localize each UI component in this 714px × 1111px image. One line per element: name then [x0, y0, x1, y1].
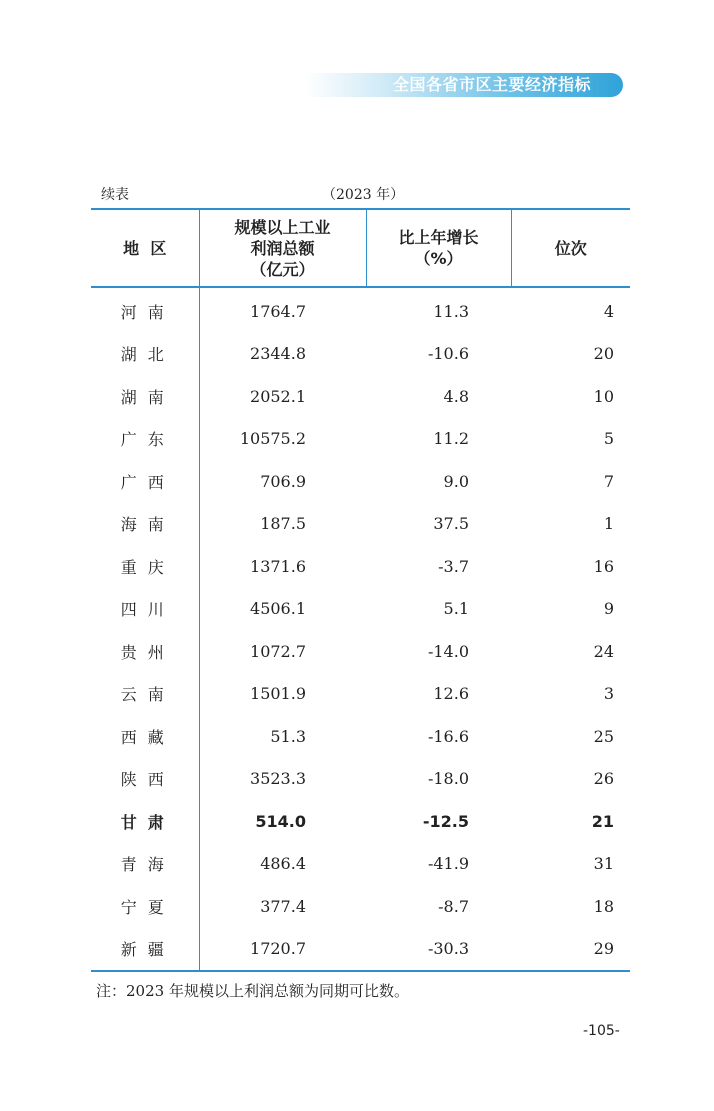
- region-cell: 广西: [91, 460, 199, 503]
- header-growth-line1: 比上年增长: [398, 228, 479, 247]
- profit-cell: 51.3: [270, 726, 306, 746]
- region-cell: 云南: [91, 673, 199, 716]
- region-cell: 湖南: [91, 375, 199, 418]
- table-row: [91, 673, 630, 716]
- growth-cell: -41.9: [427, 854, 469, 874]
- growth-cell: 11.2: [433, 429, 469, 449]
- table-row: [91, 460, 630, 503]
- header-growth: [366, 209, 511, 287]
- rank-cell: 29: [511, 928, 630, 972]
- growth-cell: -8.7: [438, 896, 469, 916]
- rank-cell: 16: [593, 556, 614, 576]
- profit-cell: 1720.7: [199, 928, 366, 972]
- table-row: [91, 928, 630, 972]
- profit-cell: 1371.6: [250, 556, 306, 576]
- growth-cell: -14.0: [427, 641, 469, 661]
- profit-cell: 2052.1: [250, 386, 306, 406]
- region-cell: 湖北: [91, 333, 199, 376]
- profit-cell: 10575.2: [239, 429, 306, 449]
- profit-cell: 486.4: [260, 854, 306, 874]
- economic-indicator-table: [91, 208, 630, 972]
- table-row: [91, 418, 630, 461]
- growth-cell: 37.5: [433, 514, 469, 534]
- growth-cell: 5.1: [443, 599, 469, 619]
- rank-cell: 21: [591, 811, 614, 831]
- table-row: [91, 287, 630, 333]
- region-cell: 新疆: [91, 928, 199, 972]
- table-row: [91, 885, 630, 928]
- region-cell: 青海: [91, 843, 199, 886]
- growth-cell: -18.0: [427, 769, 469, 789]
- continued-label: 续表: [101, 187, 129, 203]
- profit-cell: 4506.1: [250, 599, 306, 619]
- region-cell: 广东: [91, 418, 199, 461]
- region-cell: 四川: [91, 588, 199, 631]
- rank-cell: 31: [593, 854, 614, 874]
- header-profit-line1: 规模以上工业: [234, 217, 331, 237]
- profit-cell: 3523.3: [250, 769, 306, 789]
- table-row-highlighted: [91, 800, 630, 843]
- footnote: 注：2023 年规模以上利润总额为同期可比数。: [96, 982, 409, 1000]
- region-cell: 陕西: [91, 758, 199, 801]
- rank-cell: 9: [603, 599, 614, 619]
- page-number: -105-: [583, 1023, 620, 1039]
- header-rank-label: 位次: [554, 238, 587, 258]
- rank-cell: 18: [593, 896, 614, 916]
- growth-cell: -12.5: [422, 811, 469, 831]
- region-cell: 贵州: [91, 630, 199, 673]
- header-rank: [511, 209, 630, 287]
- header-region: [91, 209, 199, 287]
- rank-cell: 10: [593, 386, 614, 406]
- profit-cell: 377.4: [260, 896, 306, 916]
- profit-cell: 1764.7: [250, 301, 306, 321]
- profit-cell: 1072.7: [250, 641, 306, 661]
- rank-cell: 25: [593, 726, 614, 746]
- header-profit-line3: （亿元）: [250, 259, 315, 279]
- profit-cell: 2344.8: [250, 344, 306, 364]
- profit-cell: 187.5: [260, 514, 306, 534]
- table-row: [91, 843, 630, 886]
- table-row: [91, 333, 630, 376]
- profit-cell: 706.9: [260, 471, 306, 491]
- growth-cell: 12.6: [433, 684, 469, 704]
- header-growth-line2: （%）: [414, 249, 463, 268]
- growth-cell: -16.6: [427, 726, 469, 746]
- rank-cell: 26: [593, 769, 614, 789]
- rank-cell: 3: [603, 684, 614, 704]
- rank-cell: 7: [603, 471, 614, 491]
- table-row: [91, 545, 630, 588]
- profit-cell: 514.0: [255, 811, 306, 831]
- section-title: 全国各省市区主要经济指标: [392, 75, 591, 94]
- region-cell: 宁夏: [91, 885, 199, 928]
- table-header-row: [91, 209, 630, 287]
- header-region-label: 地 区: [123, 238, 167, 258]
- growth-cell: -3.7: [438, 556, 469, 576]
- header-profit-line2: 利润总额: [250, 238, 315, 258]
- header-profit: [199, 209, 366, 287]
- rank-cell: 4: [603, 301, 614, 321]
- section-banner: [305, 73, 623, 97]
- region-cell: 重庆: [91, 545, 199, 588]
- rank-cell: 1: [603, 514, 614, 534]
- growth-cell: -10.6: [427, 344, 469, 364]
- region-cell: 河南: [91, 287, 199, 333]
- table-row: [91, 715, 630, 758]
- region-cell: 甘肃: [91, 800, 199, 843]
- table-row: [91, 503, 630, 546]
- profit-cell: 1501.9: [250, 684, 306, 704]
- table-row: [91, 375, 630, 418]
- table-row: [91, 588, 630, 631]
- growth-cell: 4.8: [443, 386, 469, 406]
- rank-cell: 20: [593, 344, 614, 364]
- table-row: [91, 630, 630, 673]
- growth-cell: 9.0: [443, 471, 469, 491]
- table-row: [91, 758, 630, 801]
- rank-cell: 5: [603, 429, 614, 449]
- year-label: （2023 年）: [322, 187, 405, 203]
- growth-cell: -30.3: [366, 928, 511, 972]
- rank-cell: 24: [593, 641, 614, 661]
- region-cell: 海南: [91, 503, 199, 546]
- growth-cell: 11.3: [433, 301, 469, 321]
- region-cell: 西藏: [91, 715, 199, 758]
